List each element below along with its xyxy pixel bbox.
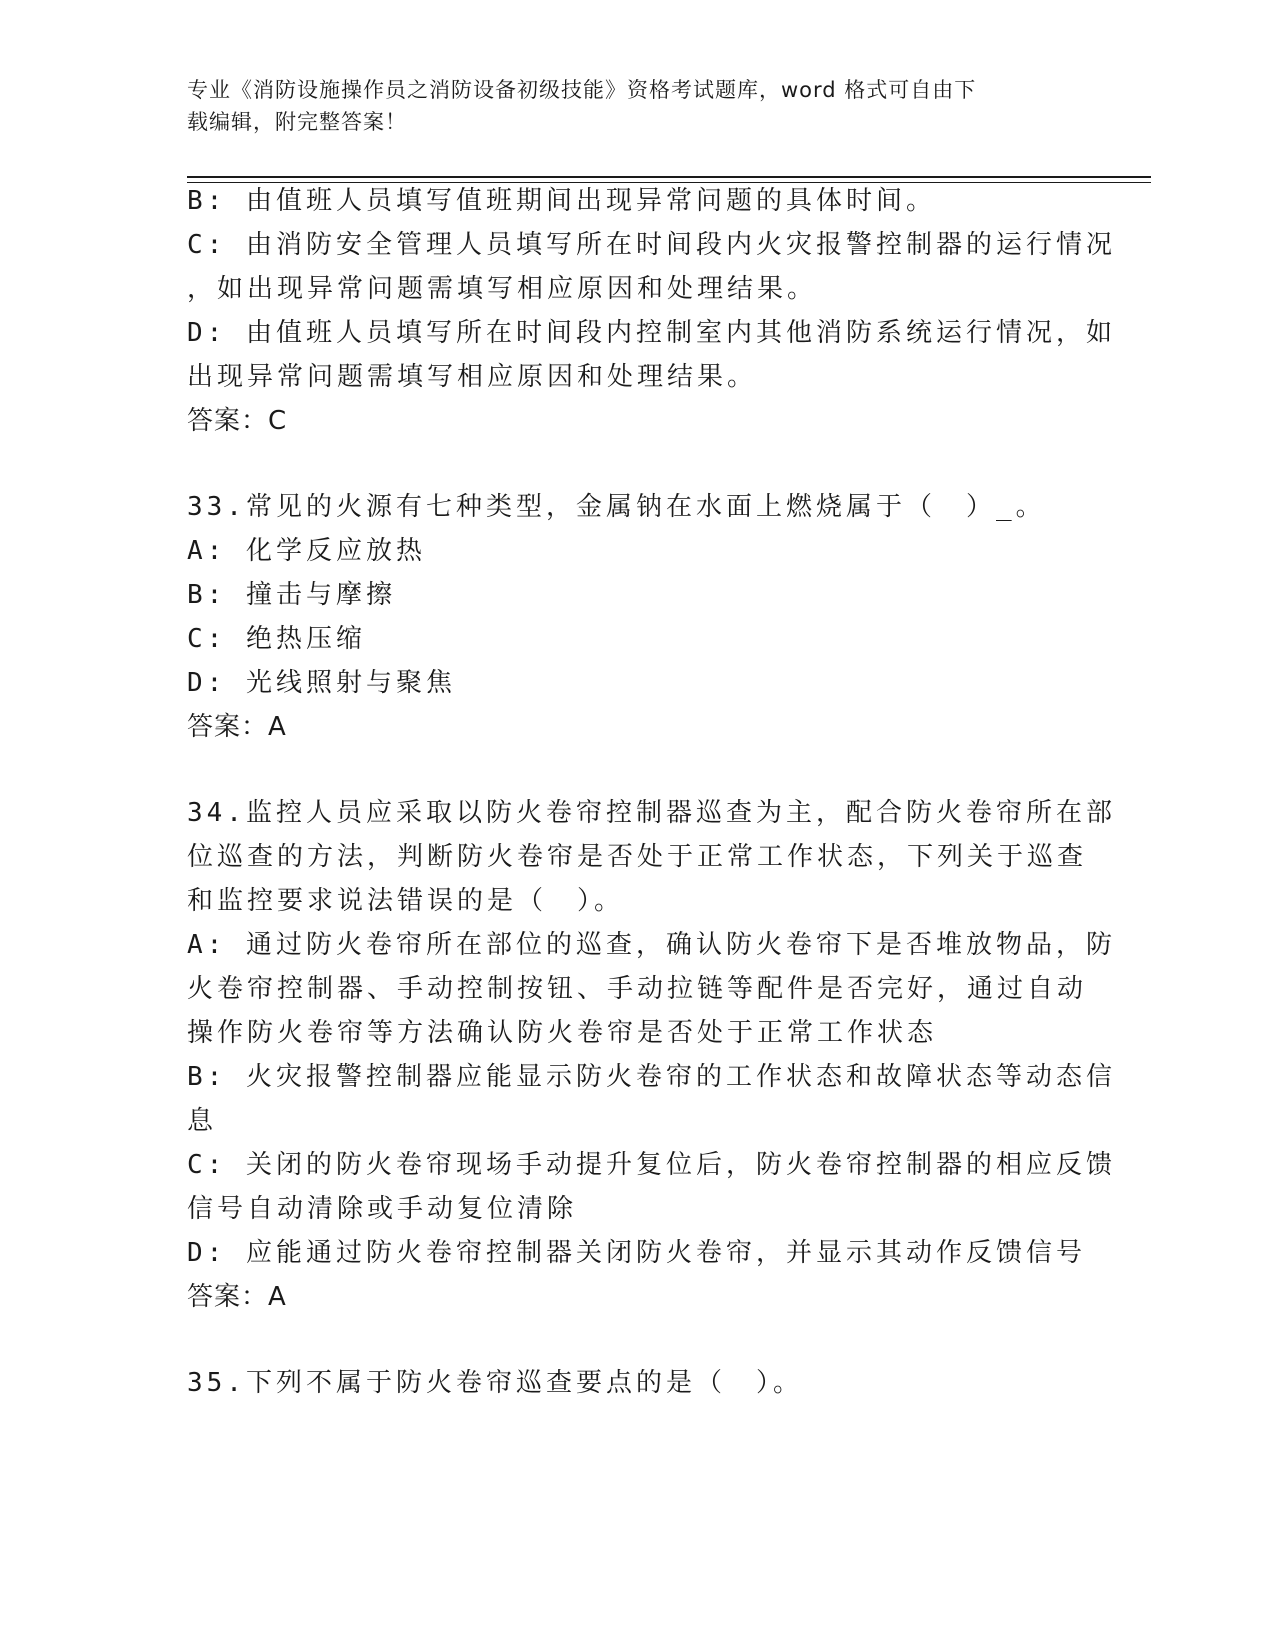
header-line-2: 载编辑，附完整答案！	[187, 110, 407, 134]
q33-question: 33.常见的火源有七种类型，金属钠在水面上燃烧属于（ ）_。	[187, 492, 1046, 522]
q34-option-b-line-1: B: 火灾报警控制器应能显示防火卷帘的工作状态和故障状态等动态信	[187, 1062, 1116, 1092]
q34-option-a-line-1: A: 通过防火卷帘所在部位的巡查，确认防火卷帘下是否堆放物品，防	[187, 930, 1116, 960]
q32-answer: 答案：C	[187, 406, 288, 436]
q33-option-b: B: 撞击与摩擦	[187, 580, 396, 610]
q34-option-c-line-2: 信号自动清除或手动复位清除	[187, 1194, 578, 1224]
q32-option-d-line-2: 出现异常问题需填写相应原因和处理结果。	[187, 362, 758, 392]
header-divider-thin	[187, 182, 1151, 183]
q34-option-d: D: 应能通过防火卷帘控制器关闭防火卷帘，并显示其动作反馈信号	[187, 1238, 1086, 1268]
q32-option-c-line-2: ，如出现异常问题需填写相应原因和处理结果。	[187, 274, 818, 304]
q35-question: 35.下列不属于防火卷帘巡查要点的是（ ）。	[187, 1368, 803, 1398]
header-line-1: 专业《消防设施操作员之消防设备初级技能》资格考试题库，word 格式可自由下	[187, 78, 977, 102]
q34-option-a-line-2: 火卷帘控制器、手动控制按钮、手动拉链等配件是否完好，通过自动	[187, 974, 1088, 1004]
q34-question-line-3: 和监控要求说法错误的是（ ）。	[187, 886, 625, 916]
q33-option-a: A: 化学反应放热	[187, 536, 426, 566]
q33-answer: 答案：A	[187, 712, 287, 742]
q32-option-d-line-1: D: 由值班人员填写所在时间段内控制室内其他消防系统运行情况，如	[187, 318, 1116, 348]
q32-option-c-line-1: C: 由消防安全管理人员填写所在时间段内火灾报警控制器的运行情况	[187, 230, 1116, 260]
q34-answer: 答案：A	[187, 1282, 287, 1312]
q34-option-b-line-2: 息	[187, 1106, 218, 1136]
header-divider-thick	[187, 176, 1151, 178]
q32-option-b: B: 由值班人员填写值班期间出现异常问题的具体时间。	[187, 186, 936, 216]
q33-option-c: C: 绝热压缩	[187, 624, 366, 654]
q34-option-a-line-3: 操作防火卷帘等方法确认防火卷帘是否处于正常工作状态	[187, 1018, 938, 1048]
q34-question-line-1: 34.监控人员应采取以防火卷帘控制器巡查为主，配合防火卷帘所在部	[187, 798, 1116, 828]
q34-question-line-2: 位巡查的方法，判断防火卷帘是否处于正常工作状态，下列关于巡查	[187, 842, 1088, 872]
q34-option-c-line-1: C: 关闭的防火卷帘现场手动提升复位后，防火卷帘控制器的相应反馈	[187, 1150, 1116, 1180]
q33-option-d: D: 光线照射与聚焦	[187, 668, 456, 698]
document-header	[187, 74, 1067, 138]
